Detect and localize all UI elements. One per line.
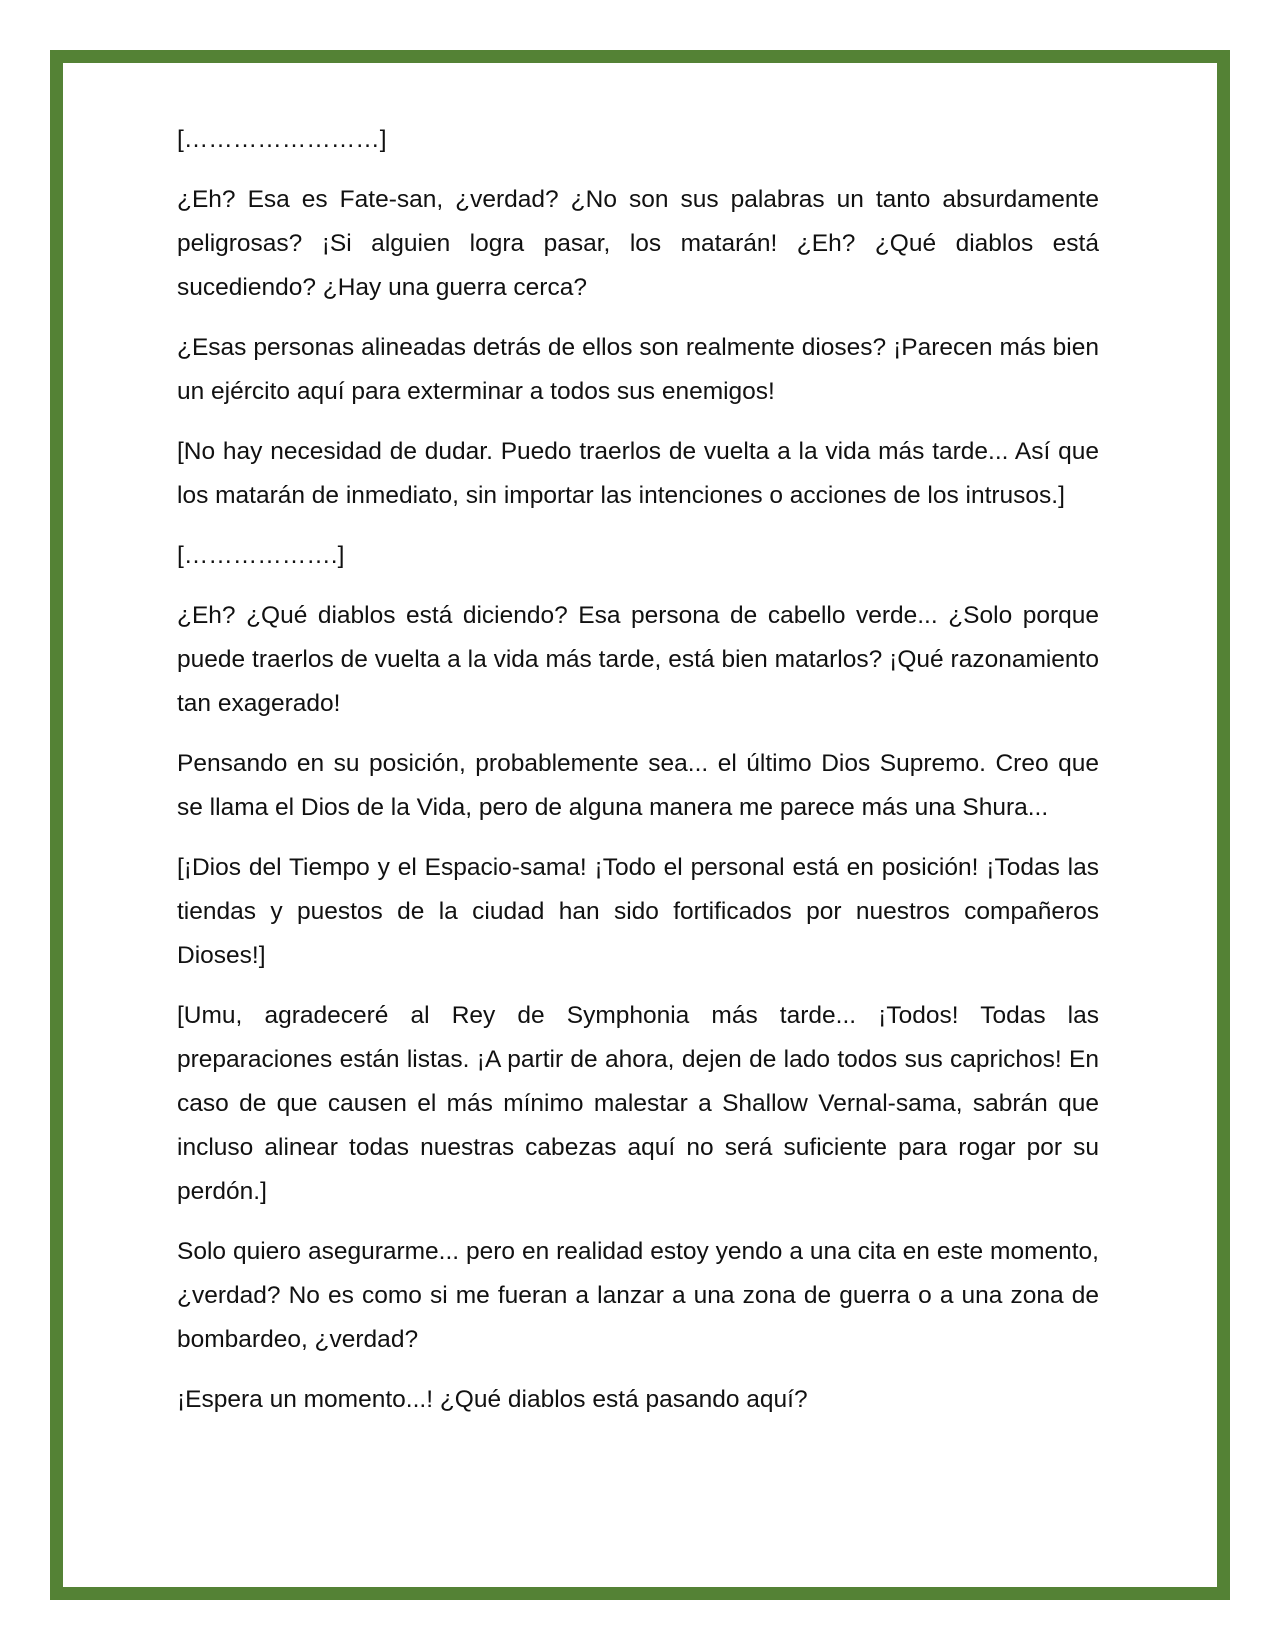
paragraph-9: [Umu, agradeceré al Rey de Symphonia más tarde... ¡Todos! Todas las preparaciones están listas. ¡A partir de ahora, dejen de lado todos sus caprichos! En caso de que causen el más mínimo malestar a Shallow Vernal-sama, sabrán que incluso alinear todas nuestras cabezas aquí no será suficiente para rogar por su perdón.] bbox=[177, 1002, 1099, 1205]
paragraph-4: [No hay necesidad de dudar. Puedo traerlos de vuelta a la vida más tarde... Así que los matarán de inmediato, sin importar las intenciones o acciones de los intrusos.] bbox=[177, 438, 1099, 509]
paragraph-7: Pensando en su posición, probablemente sea... el último Dios Supremo. Creo que se llama el Dios de la Vida, pero de alguna manera me parece más una Shura... bbox=[177, 750, 1099, 821]
paragraph-2: ¿Eh? Esa es Fate-san, ¿verdad? ¿No son sus palabras un tanto absurdamente peligrosas? ¡Si alguien logra pasar, los matarán! ¿Eh? ¿Qué diablos está sucediendo? ¿Hay una guerra cerca? bbox=[177, 186, 1099, 301]
paragraph-8: [¡Dios del Tiempo y el Espacio-sama! ¡Todo el personal está en posición! ¡Todas las tiendas y puestos de la ciudad han sido fortificados por nuestros compañeros Dioses!] bbox=[177, 854, 1099, 969]
paragraph-10: Solo quiero asegurarme... pero en realidad estoy yendo a una cita en este momento, ¿verdad? No es como si me fueran a lanzar a una zona de guerra o a una zona de bombardeo, ¿verdad? bbox=[177, 1238, 1099, 1353]
paragraph-5: [……………….] bbox=[177, 542, 345, 569]
paragraph-11: ¡Espera un momento...! ¿Qué diablos está pasando aquí? bbox=[177, 1386, 808, 1413]
paragraph-6: ¿Eh? ¿Qué diablos está diciendo? Esa persona de cabello verde... ¿Solo porque puede traerlos de vuelta a la vida más tarde, está bien matarlos? ¡Qué razonamiento tan exagerado! bbox=[177, 602, 1099, 717]
document-body bbox=[177, 118, 1099, 1438]
paragraph-1: [……………………] bbox=[177, 126, 387, 153]
paragraph-3: ¿Esas personas alineadas detrás de ellos son realmente dioses? ¡Parecen más bien un ejército aquí para exterminar a todos sus enemigos! bbox=[177, 334, 1099, 405]
